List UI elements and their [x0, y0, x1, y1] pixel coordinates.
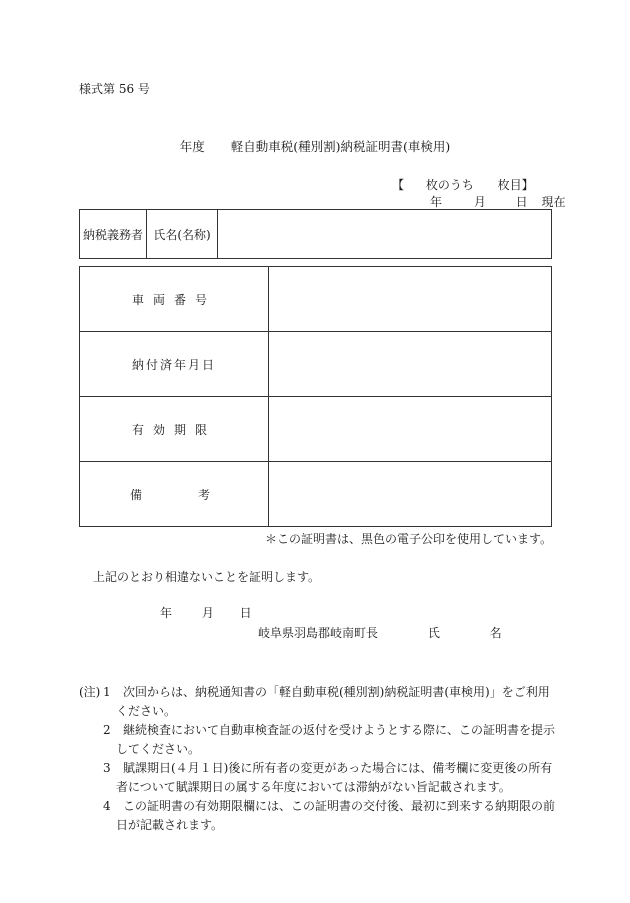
issue-year: 年 — [160, 606, 173, 620]
title-year: 年度 — [179, 139, 205, 154]
taxpayer-table — [79, 209, 552, 259]
issue-month: 月 — [201, 606, 214, 620]
paid-date-value[interactable] — [269, 332, 552, 397]
note-line: 日が記載されます。 — [116, 818, 224, 832]
validity-label: 有効期限 — [80, 397, 269, 462]
taxpayer-label: 納税義務者 — [80, 210, 147, 259]
as-of-suffix: 現在 — [541, 195, 566, 209]
remarks-value[interactable] — [269, 462, 552, 527]
table-row — [80, 332, 552, 397]
notes-heading: (注) — [79, 685, 101, 699]
remarks-label: 備考 — [80, 462, 269, 527]
note-line: 者について賦課期日の属する年度においては滞納がない旨記載されます。 — [116, 780, 511, 794]
as-of-year: 年 — [430, 195, 443, 209]
page-bracket-open: 【 — [392, 178, 405, 192]
name-label: 氏名(名称) — [147, 210, 218, 259]
note-number: 1 — [103, 685, 111, 699]
page-count-part2: 枚目】 — [497, 178, 534, 192]
note-line: 賦課期日(４月１日)後に所有者の変更があった場合には、備考欄に変更後の所有 — [123, 761, 553, 775]
document-title — [0, 137, 630, 155]
issue-day: 日 — [239, 606, 252, 620]
title-main: 軽自動車税(種別割)納税証明書(車検用) — [230, 139, 451, 154]
seal-note: ＊この証明書は、黒色の電子公印を使用しています。 — [264, 532, 552, 546]
issuer — [258, 624, 502, 641]
note-line: ください。 — [116, 704, 177, 718]
vehicle-number-value[interactable] — [269, 267, 552, 332]
as-of-date — [430, 193, 566, 210]
details-table — [79, 266, 552, 527]
issuer-name-2: 名 — [489, 626, 502, 640]
note-number: 4 — [103, 799, 111, 813]
taxpayer-row — [80, 210, 552, 259]
page-count-part1: 枚のうち — [425, 178, 474, 192]
issuer-office: 岐阜県羽島郡岐南町長 — [258, 626, 379, 640]
paid-date-label: 納付済年月日 — [80, 332, 269, 397]
note-number: 3 — [103, 761, 111, 775]
as-of-day: 日 — [515, 195, 528, 209]
vehicle-number-label: 車両番号 — [80, 267, 269, 332]
table-row — [80, 267, 552, 332]
table-row — [80, 462, 552, 527]
name-value[interactable] — [218, 210, 552, 259]
note-number: 2 — [103, 723, 111, 737]
note-line: この証明書の有効期限欄には、この証明書の交付後、最初に到来する納期限の前 — [123, 799, 556, 813]
page-count — [392, 176, 534, 193]
validity-value[interactable] — [269, 397, 552, 462]
table-row — [80, 397, 552, 462]
form-number: 様式第 56 号 — [79, 82, 150, 96]
issuer-name-1: 氏 — [427, 626, 440, 640]
note-line: してください。 — [116, 742, 201, 756]
as-of-month: 月 — [473, 195, 486, 209]
issue-date — [160, 604, 252, 621]
certification-statement: 上記のとおり相違ないことを証明します。 — [93, 570, 321, 584]
note-line: 次回からは、納税通知書の「軽自動車税(種別割)納税証明書(車検用)」をご利用 — [123, 685, 550, 699]
note-line: 継続検査において自動車検査証の返付を受けようとする際に、この証明書を提示 — [123, 723, 556, 737]
